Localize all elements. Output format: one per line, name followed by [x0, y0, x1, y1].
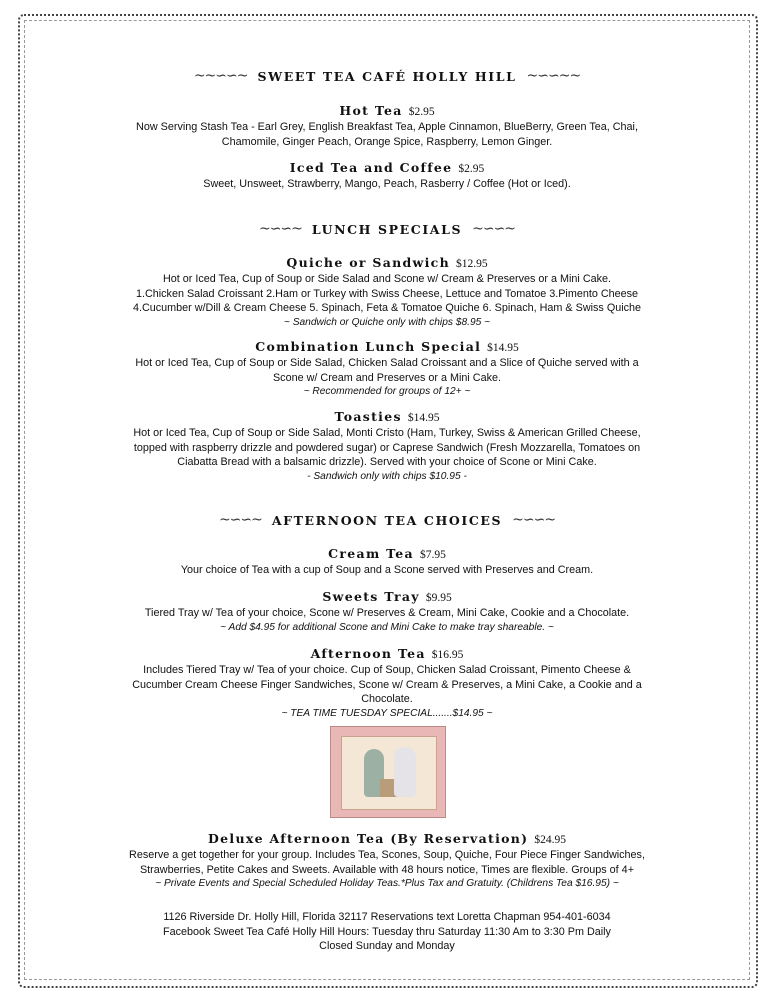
section-title: AFTERNOON TEA CHOICES	[271, 512, 503, 528]
item-title: Deluxe Afternoon Tea (By Reservation)	[208, 831, 529, 846]
afternoon-section-header	[0, 512, 774, 528]
item-title: Quiche or Sandwich	[286, 255, 450, 270]
menu-header	[0, 68, 774, 84]
item-title: Cream Tea	[328, 546, 414, 561]
item-note: ~ Sandwich or Quiche only with chips $8.95 ~	[283, 316, 491, 328]
swirl-right-icon: ~∽∽~	[512, 512, 556, 528]
item-note: ~ TEA TIME TUESDAY SPECIAL.......$14.95 ~	[281, 707, 493, 719]
quiche-item	[60, 254, 714, 330]
hot-tea-item	[60, 102, 714, 149]
item-desc: Chocolate.	[361, 693, 413, 705]
lunch-section-header	[0, 221, 774, 237]
swirl-left-icon: ~∽∽~	[258, 221, 302, 237]
item-desc: Sweet, Unsweet, Strawberry, Mango, Peach, Rasberry / Coffee (Hot or Iced).	[203, 178, 571, 190]
item-desc: Hot or Iced Tea, Cup of Soup or Side Salad, Chicken Salad Croissant and a Slice of Quiche served with a	[135, 357, 639, 369]
item-desc: Cucumber Cream Cheese Finger Sandwiches, Scone w/ Cream & Preserves, a Mini Cake, a Cookie and a	[132, 678, 642, 691]
item-note: ~ Private Events and Special Scheduled Holiday Teas.*Plus Tax and Gratuity. (Childrens Tea $16.95) ~	[155, 878, 619, 889]
item-price: $2.95	[458, 163, 485, 175]
item-desc: Reserve a get together for your group. Includes Tea, Scones, Soup, Quiche, Four Piece Finger Sandwiches,	[129, 849, 645, 861]
item-desc: Hot or Iced Tea, Cup of Soup or Side Salad, Monti Cristo (Ham, Turkey, Swiss & American Grilled Cheese,	[133, 427, 641, 439]
swirl-right-icon: ~∽∽~	[472, 221, 516, 237]
item-title: Afternoon Tea	[310, 646, 426, 661]
sweets-tray-item	[60, 588, 714, 635]
section-title: LUNCH SPECIALS	[311, 221, 463, 237]
item-desc: Now Serving Stash Tea - Earl Grey, English Breakfast Tea, Apple Cinnamon, BlueBerry, Green Tea, Chai,	[136, 121, 638, 133]
item-desc: Chamomile, Ginger Peach, Orange Spice, Raspberry, Lemon Ginger.	[221, 135, 553, 148]
item-title: Iced Tea and Coffee	[289, 160, 453, 175]
item-desc: Tiered Tray w/ Tea of your choice, Scone w/ Preserves & Cream, Mini Cake, Cookie and a Chocolate.	[144, 607, 630, 619]
item-desc: 4.Cucumber w/Dill & Cream Cheese 5. Spinach, Feta & Tomatoe Quiche 6. Spinach, Ham & Swiss Quiche	[132, 302, 642, 314]
item-title: Sweets Tray	[322, 589, 420, 604]
swirl-left-icon: ~~∽∽~	[193, 68, 248, 84]
footer-closed: Closed Sunday and Monday	[319, 940, 455, 952]
item-desc: Strawberries, Petite Cakes and Sweets. Available with 48 hours notice, Times are flexible. Groups of 4+	[139, 863, 634, 876]
item-price: $14.95	[487, 342, 519, 354]
item-price: $7.95	[419, 549, 446, 561]
item-price: $12.95	[455, 258, 488, 270]
cafe-title: SWEET TEA CAFÉ HOLLY HILL	[257, 68, 517, 84]
item-desc: topped with raspberry drizzle and powdered sugar) or Caprese Sandwich (Fresh Mozzarella, Tomatoes on	[133, 441, 641, 454]
item-desc: 1.Chicken Salad Croissant 2.Ham or Turkey with Swiss Cheese, Lettuce and Tomatoe 3.Pimento Cheese	[135, 287, 639, 300]
deluxe-tea-item	[60, 830, 714, 891]
item-note: ~ Recommended for groups of 12+ ~	[303, 386, 471, 397]
item-price: $2.95	[408, 106, 435, 118]
item-desc: Hot or Iced Tea, Cup of Soup or Side Salad and Scone w/ Cream & Preserves or a Mini Cake.	[162, 273, 612, 285]
item-desc: Scone w/ Cream and Preserves or a Mini Cake.	[272, 371, 502, 384]
girl-figure-right	[394, 747, 416, 797]
picture-inner	[341, 736, 437, 810]
item-desc: Your choice of Tea with a cup of Soup and a Scone served with Preserves and Cream.	[180, 564, 594, 576]
item-note: ~ Add $4.95 for additional Scone and Mini Cake to make tray shareable. ~	[220, 621, 554, 633]
item-title: Hot Tea	[339, 103, 403, 118]
item-title: Toasties	[334, 409, 402, 424]
toasties-item	[60, 408, 714, 484]
item-price: $24.95	[534, 834, 566, 846]
swirl-left-icon: ~∽∽~	[218, 512, 262, 528]
swirl-right-icon: ~∽∽~~	[526, 68, 581, 84]
item-price: $16.95	[431, 649, 464, 661]
item-price: $14.95	[407, 412, 440, 424]
item-note: - Sandwich only with chips $10.95 -	[307, 470, 467, 482]
item-desc: Includes Tiered Tray w/ Tea of your choice. Cup of Soup, Chicken Salad Croissant, Pimento Cheese &	[143, 664, 631, 676]
item-price: $9.95	[425, 592, 452, 604]
cream-tea-item	[60, 545, 714, 578]
item-desc: Ciabatta Bread with a balsamic drizzle). Served with your choice of Scone or Mini Cake.	[177, 456, 597, 468]
footer-info	[0, 910, 774, 954]
combo-item	[60, 338, 714, 399]
iced-tea-item	[60, 159, 714, 192]
afternoon-tea-item	[60, 645, 714, 721]
footer-address: 1126 Riverside Dr. Holly Hill, Florida 32117 Reservations text Loretta Chapman 954-401-6034	[163, 911, 611, 923]
footer-hours: Facebook Sweet Tea Café Holly Hill Hours: Tuesday thru Saturday 11:30 Am to 3:30 Pm Daily	[163, 925, 611, 938]
item-title: Combination Lunch Special	[255, 339, 482, 354]
victorian-tea-party-picture	[330, 726, 446, 818]
